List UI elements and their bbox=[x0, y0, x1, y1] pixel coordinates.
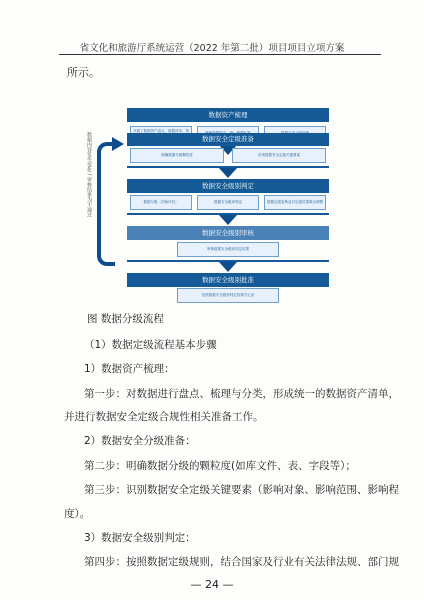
stage-box: 审核数据安全级别判定结果 bbox=[177, 242, 279, 257]
paragraph: 第三步：识别数据安全定级关键要素（影响对象、影响范围、影响程 bbox=[84, 484, 399, 496]
stage-box: 开展了数据资产盘点、数据清单、资 bbox=[130, 126, 192, 141]
loop-arrow-line bbox=[97, 142, 115, 266]
intro-text: 所示。 bbox=[67, 66, 100, 79]
paragraph: 第一步：对数据进行盘点、梳理与分类，形成统一的数据资产清单， bbox=[84, 388, 399, 400]
paragraph: 1）数据资产梳理： bbox=[84, 363, 175, 375]
paragraph: 并进行数据安全定级合规性相关准备工作。 bbox=[64, 411, 264, 423]
paragraph: 3）数据安全级别判定： bbox=[84, 532, 196, 544]
loop-arrow-head-icon bbox=[112, 137, 124, 151]
stage-title: 数据安全级别批准 bbox=[127, 273, 329, 287]
stage-box: 数据定级复核及对定级结果做出调整 bbox=[264, 195, 326, 210]
stage-box: 批准数据安全级别判定结果并记录 bbox=[177, 288, 279, 303]
stage-title: 数据安全级别审核 bbox=[127, 226, 329, 240]
stage-title: 数据资产梳理 bbox=[127, 108, 329, 122]
stage-box: 识别数据安全定级关键要素 bbox=[232, 148, 326, 163]
paragraph: 度）。 bbox=[64, 508, 91, 520]
flowchart bbox=[127, 108, 329, 303]
paragraph: 第四步：按照数据定级规则，结合国家及行业有关法律法规、部门规 bbox=[84, 556, 399, 568]
figure-caption: 图 数据分级流程 bbox=[87, 313, 164, 325]
page-header: 省文化和旅游厅系统运营（2022 年第二批）项目项目立项方案 bbox=[79, 43, 345, 54]
down-arrow-icon bbox=[219, 168, 237, 178]
paragraph: 2）数据安全分级准备： bbox=[84, 435, 196, 447]
down-arrow-icon bbox=[219, 262, 237, 272]
page-number: — 24 — bbox=[190, 578, 234, 591]
header-rule bbox=[59, 54, 381, 55]
paragraph: （1）数据定级流程基本步骤 bbox=[84, 339, 217, 351]
stage-title: 数据安全定级准备 bbox=[127, 133, 329, 146]
paragraph: 第二步：明确数据分级的颗粒度(如库文件、表、字段等）； bbox=[84, 460, 356, 472]
stage-box: 数据安全级别判定 bbox=[197, 195, 259, 210]
stage-box: 明确数据分级颗粒度 bbox=[130, 148, 224, 163]
down-arrow-icon bbox=[219, 215, 237, 225]
stage-box: 数据分级（初始评估） bbox=[130, 195, 192, 210]
loop-label: 数据内容发生变化 / 审核结果为不通过 bbox=[86, 132, 92, 217]
stage-title: 数据安全级别判定 bbox=[127, 179, 329, 193]
